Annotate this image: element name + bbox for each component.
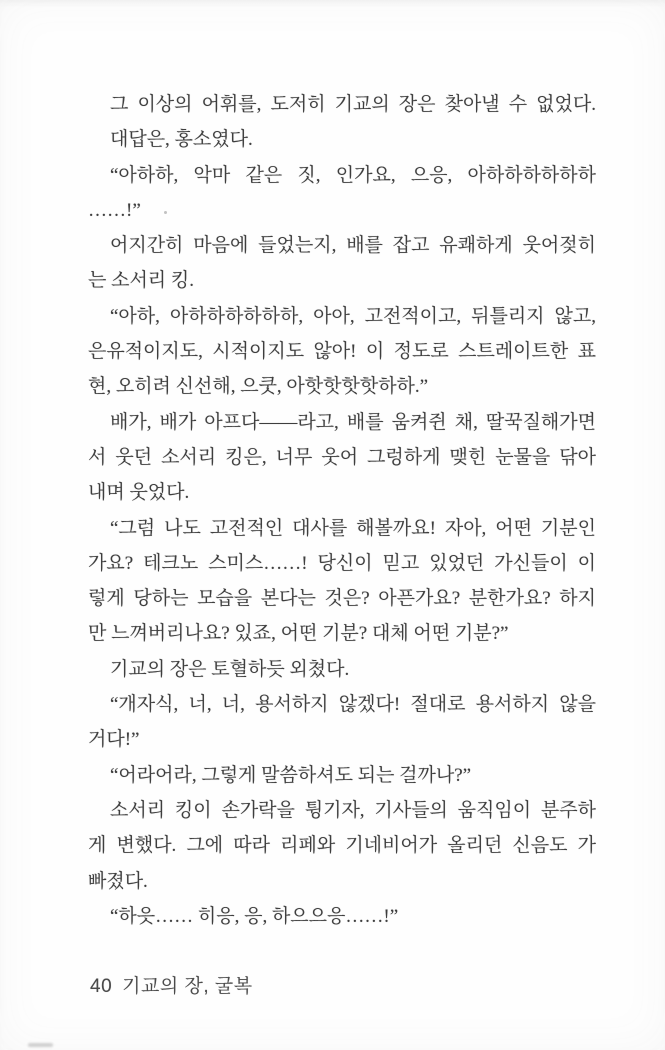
page-number: 40: [90, 976, 113, 997]
text-line: 만 느껴버리나요? 있죠, 어떤 기분? 대체 어떤 기분?”: [88, 623, 509, 645]
text-line: 빠졌다.: [88, 870, 148, 892]
scan-edge-shade: [0, 0, 665, 8]
text-line: “아하하, 악마 같은 짓, 인가요, 으응, 아하하하하하하: [110, 164, 596, 186]
scan-artifact-smudge: [28, 1043, 53, 1047]
text-line: 가요? 테크노 스미스……! 당신이 믿고 있었던 가신들이 이: [88, 552, 596, 574]
text-line: 거다!”: [88, 729, 140, 751]
text-line: 은유적이지도, 시적이지도 않아! 이 정도로 스트레이트한 표: [88, 341, 596, 363]
text-line: “하읏…… 히응, 응, 하으으응……!”: [110, 905, 399, 927]
page-footer: [90, 971, 253, 998]
chapter-title: 기교의 장, 굴복: [122, 976, 253, 997]
text-line: 게 변했다. 그에 따라 리페와 기네비어가 올리던 신음도 가: [88, 835, 596, 857]
text-line: 그 이상의 어휘를, 도저히 기교의 장은 찾아낼 수 없었다.: [110, 94, 596, 115]
text-line: 내며 웃었다.: [88, 482, 190, 504]
text-line: 어지간히 마음에 들었는지, 배를 잡고 유쾌하게 웃어젖히: [110, 235, 596, 257]
text-line: “그럼 나도 고전적인 대사를 해볼까요! 자아, 어떤 기분인: [110, 517, 596, 539]
text-line: “어라어라, 그렇게 말씀하셔도 되는 걸까나?”: [110, 764, 472, 786]
text-line: 대답은, 홍소였다.: [110, 129, 253, 151]
text-line: 는 소서리 킹.: [88, 270, 195, 292]
text-line: “아하, 아하하하하하하, 아아, 고전적이고, 뒤틀리지 않고,: [110, 305, 596, 327]
text-line: 소서리 킹이 손가락을 튕기자, 기사들의 움직임이 분주하: [110, 799, 596, 821]
scan-artifact-dot: [164, 211, 167, 214]
text-line: 기교의 장은 토혈하듯 외쳤다.: [110, 658, 350, 680]
text-line: 서 웃던 소서리 킹은, 너무 웃어 그렁하게 맺힌 눈물을 닦아: [88, 446, 596, 468]
text-line: 현, 오히려 신선해, 으쿳, 아핫핫핫핫하하.”: [88, 376, 429, 398]
text-line: “개자식, 너, 너, 용서하지 않겠다! 절대로 용서하지 않을: [110, 694, 596, 716]
text-line: 렇게 당하는 모습을 본다는 것은? 아픈가요? 분한가요? 하지: [88, 588, 596, 610]
page-text: [88, 87, 596, 934]
text-line: ……!”: [88, 199, 141, 221]
text-line: 배가, 배가 아프다――라고, 배를 움켜쥔 채, 딸꾹질해가면: [110, 411, 596, 433]
